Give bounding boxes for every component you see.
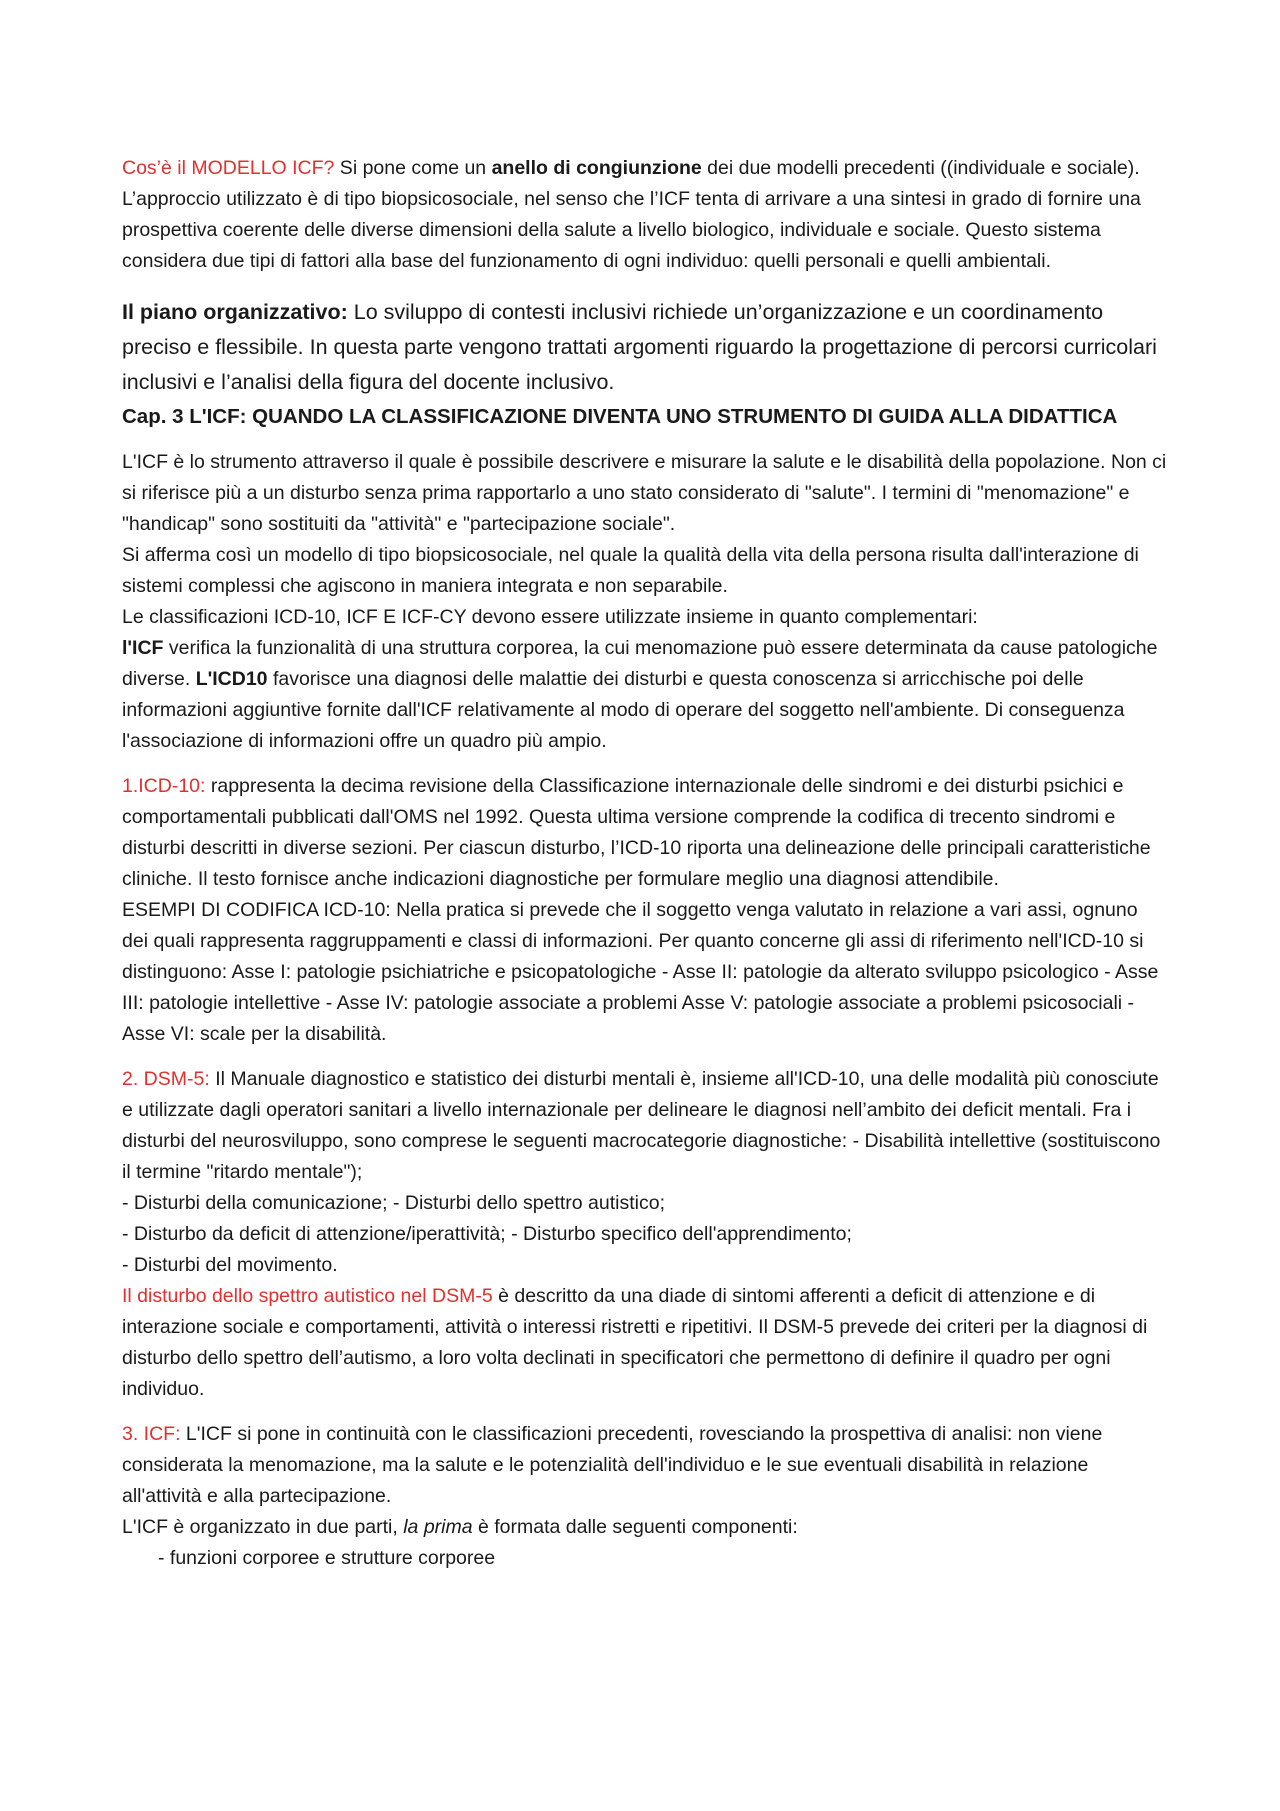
icd10-label: 1.ICD-10: xyxy=(122,775,206,797)
icd10-paragraph: 1.ICD-10: rappresenta la decima revisione della Classificazione internazionale delle sindromi e dei disturbi psichici e comportamentali pubblicati dall'OMS nel 1992. Questa ultima versione comprende la codifica di trecento sindromi e disturbi descritti in diverse sezioni. Per ciascun disturbo, l’ICD-10 riporta una delineazione delle principali caratteristiche cliniche. Il testo fornisce anche indicazioni diagnostiche per formulare meglio una diagnosi attendibile. xyxy=(122,775,1151,890)
icf-intro-paragraph-2: Si afferma così un modello di tipo biopsicosociale, nel quale la qualità della vita della persona risulta dall'interazione di sistemi complessi che agiscono in maniera integrata e non separabile. xyxy=(122,544,1139,597)
icf-intro-paragraph: L'ICF è lo strumento attraverso il quale è possibile descrivere e misurare la salute e le disabilità della popolazione. Non ci si riferisce più a un disturbo senza prima rapportarlo a uno stato considerato di "salute". I termini di "menomazione" e "handicap" sono sostituiti da "attività" e "partecipazione sociale". xyxy=(122,451,1167,535)
dsm5-label: 2. DSM-5: xyxy=(122,1068,210,1090)
key-term: anello di congiunzione xyxy=(491,157,702,179)
icf-intro-paragraph-3: Le classificazioni ICD-10, ICF E ICF-CY devono essere utilizzate insieme in quanto complementari: xyxy=(122,606,978,628)
list-item: - Disturbo da deficit di attenzione/iperattività; - Disturbo specifico dell'apprendimento; xyxy=(122,1223,852,1245)
autism-paragraph: Il disturbo dello spettro autistico nel DSM-5 è descritto da una diade di sintomi afferenti a deficit di attenzione e di interazione sociale e comportamenti, attività o interessi ristretti e ripetitivi. Il DSM-5 prevede dei criteri per la diagnosi di disturbo dello spettro dell’autismo, a loro volta declinati in specificatori che permettono di definire il quadro per ogni individuo. xyxy=(122,1285,1148,1400)
list-item: - Disturbi del movimento. xyxy=(122,1254,338,1276)
dsm5-paragraph: 2. DSM-5: Il Manuale diagnostico e statistico dei disturbi mentali è, insieme all'ICD-10, una delle modalità più conosciute e utilizzate dagli operatori sanitari a livello internazionale per delineare le diagnosi nell’ambito dei deficit mentali. Fra i disturbi del neurosviluppo, sono comprese le seguenti macrocategorie diagnostiche: - Disabilità intellettive (sostituiscono il termine "ritardo mentale"); xyxy=(122,1068,1161,1183)
icf-label: 3. ICF: xyxy=(122,1423,181,1445)
list-item: - funzioni corporee e strutture corporee xyxy=(158,1547,496,1569)
organizational-plan-paragraph: Il piano organizzativo: Lo sviluppo di contesti inclusivi richiede un’organizzazione e un coordinamento preciso e flessibile. In questa parte vengono trattati argomenti riguardo la progettazione di percorsi curricolari inclusivi e l’analisi della figura del docente inclusivo. xyxy=(122,300,1157,394)
intro-paragraph: Cos’è il MODELLO ICF? Si pone come un anello di congiunzione dei due modelli precedenti ((individuale e sociale). L’approccio utilizzato è di tipo biopsicosociale, nel senso che l’ICF tenta di arrivare a una sintesi in grado di fornire una prospettiva coerente delle diverse dimensioni della salute a livello biologico, individuale e sociale. Questo sistema considera due tipi di fattori alla base del funzionamento di ogni individuo: quelli personali e quelli ambientali. xyxy=(122,157,1141,272)
icd10-examples-paragraph: ESEMPI DI CODIFICA ICD-10: Nella pratica si prevede che il soggetto venga valutato in relazione a vari assi, ognuno dei quali rappresenta raggruppamenti e classi di informazioni. Per quanto concerne gli assi di riferimento nell'ICD-10 si distinguono: Asse I: patologie psichiatriche e psicopatologiche - Asse II: patologie da alterato sviluppo psicologico - Asse III: patologie intellettive - Asse IV: patologie associate a problemi Asse V: patologie associate a problemi psicosociali - Asse VI: scale per la disabilità. xyxy=(122,899,1159,1045)
icf-parts-paragraph: L'ICF è organizzato in due parti, la prima è formata dalle seguenti componenti: xyxy=(122,1516,798,1538)
icf-intro-paragraph-4: l'ICF verifica la funzionalità di una struttura corporea, la cui menomazione può essere determinata da cause patologiche diverse. L'ICD10 favorisce una diagnosi delle malattie dei disturbi e questa conoscenza si arricchische poi delle informazioni aggiuntive fornite dall'ICF relativamente al modo di operare del soggetto nell'ambiente. Di conseguenza l'associazione di informazioni offre un quadro più ampio. xyxy=(122,637,1158,752)
icf-model-question: Cos’è il MODELLO ICF? xyxy=(122,157,335,179)
chapter-title: Cap. 3 L'ICF: QUANDO LA CLASSIFICAZIONE DIVENTA UNO STRUMENTO DI GUIDA ALLA DIDATTICA xyxy=(122,405,1118,428)
list-item: - Disturbi della comunicazione; - Disturbi dello spettro autistico; xyxy=(122,1192,665,1214)
icf-paragraph: 3. ICF: L'ICF si pone in continuità con le classificazioni precedenti, rovesciando la prospettiva di analisi: non viene considerata la menomazione, ma la salute e le potenzialità dell'individuo e le sue eventuali disabilità in relazione all'attività e alla partecipazione. xyxy=(122,1423,1103,1507)
autism-label: Il disturbo dello spettro autistico nel DSM-5 xyxy=(122,1285,493,1307)
